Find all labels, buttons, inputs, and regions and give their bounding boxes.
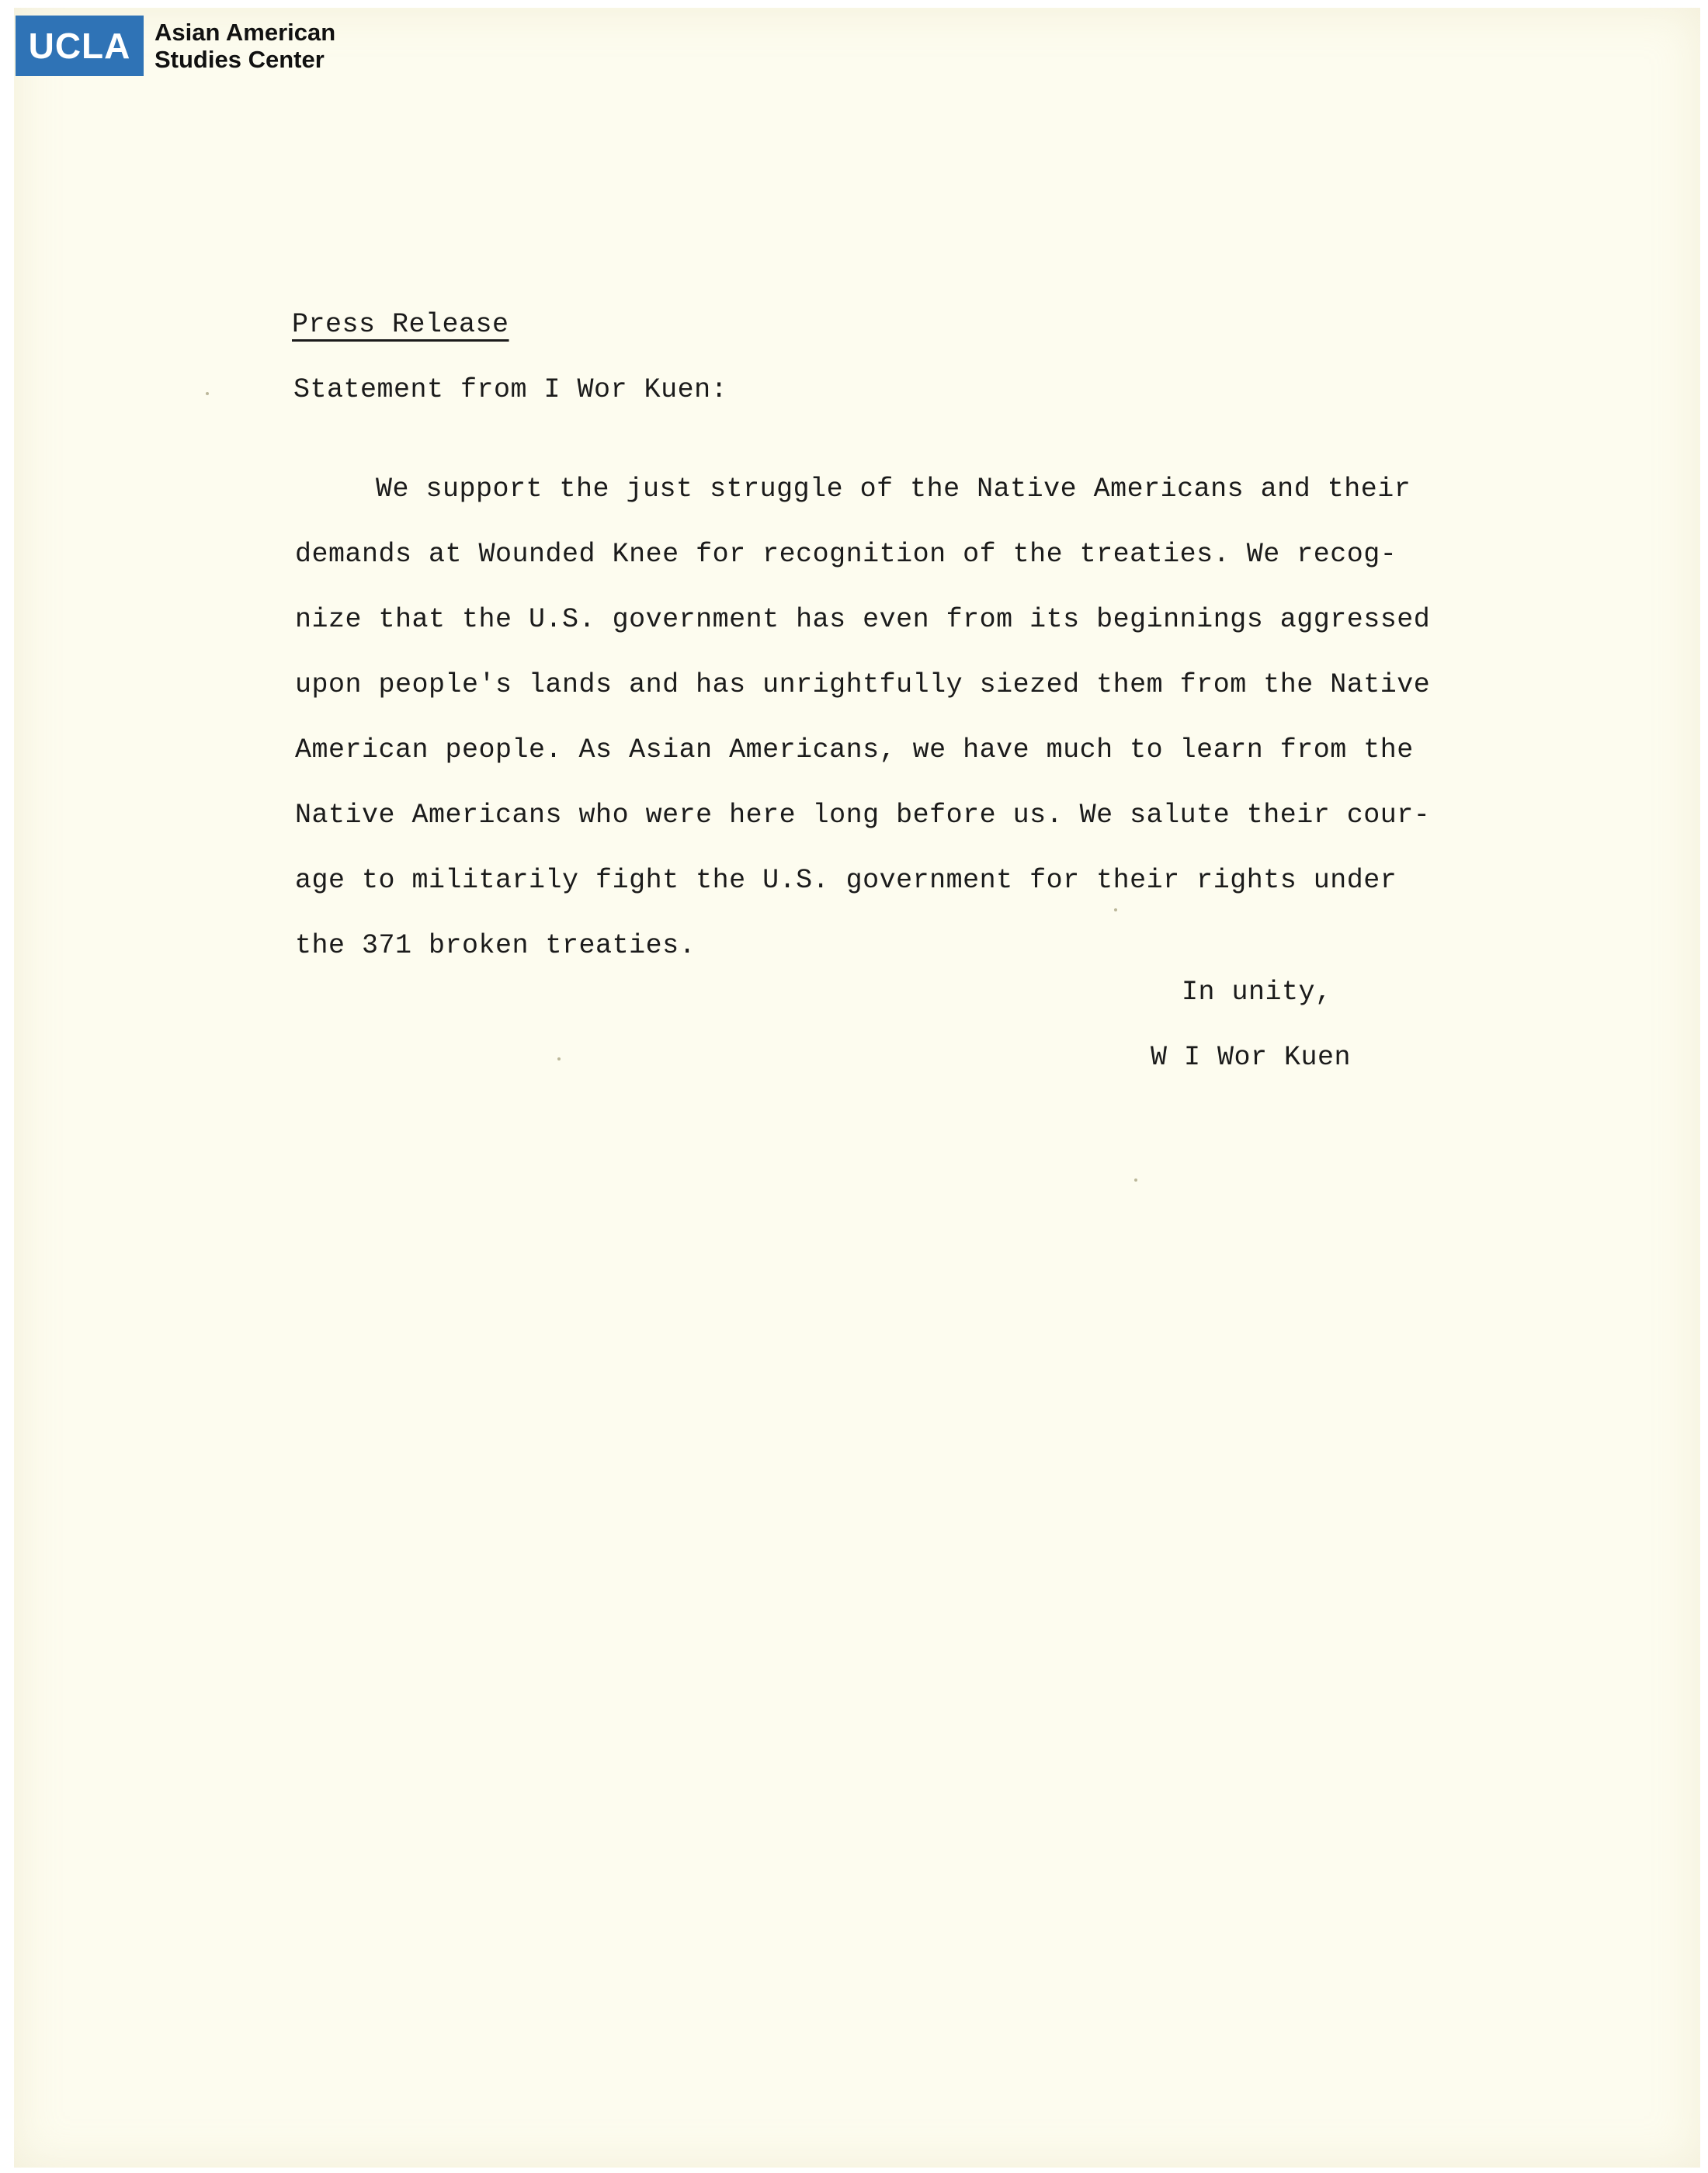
center-name-line-1: Asian American bbox=[154, 19, 336, 46]
press-release-heading: Press Release bbox=[292, 309, 509, 340]
signature: W I Wor Kuen bbox=[1151, 1042, 1352, 1073]
statement-intro: Statement from I Wor Kuen: bbox=[293, 374, 728, 405]
document-page bbox=[14, 8, 1700, 2168]
body-line: demands at Wounded Knee for recognition of the treaties. We recog- bbox=[295, 539, 1397, 570]
paper-speck bbox=[1114, 908, 1117, 911]
body-line: the 371 broken treaties. bbox=[295, 930, 696, 961]
body-line: nize that the U.S. government has even from its beginnings aggressed bbox=[295, 604, 1431, 635]
center-name-line-2: Studies Center bbox=[154, 46, 325, 73]
ucla-aasc-logo bbox=[16, 16, 335, 76]
body-line: age to militarily fight the U.S. government for their rights under bbox=[295, 865, 1397, 896]
body-line: Native Americans who were here long before us. We salute their cour- bbox=[295, 800, 1431, 831]
body-line: upon people's lands and has unrightfully siezed them from the Native bbox=[295, 669, 1431, 700]
body-line: American people. As Asian Americans, we have much to learn from the bbox=[295, 734, 1414, 765]
statement-body bbox=[295, 456, 1444, 978]
paper-speck bbox=[206, 392, 209, 395]
center-name bbox=[154, 19, 335, 73]
body-line: We support the just struggle of the Native Americans and their bbox=[376, 474, 1411, 505]
paper-speck bbox=[1134, 1178, 1137, 1182]
paper-speck bbox=[557, 1057, 561, 1060]
ucla-logo-mark: UCLA bbox=[16, 16, 144, 76]
closing-salutation: In unity, bbox=[1182, 977, 1332, 1008]
